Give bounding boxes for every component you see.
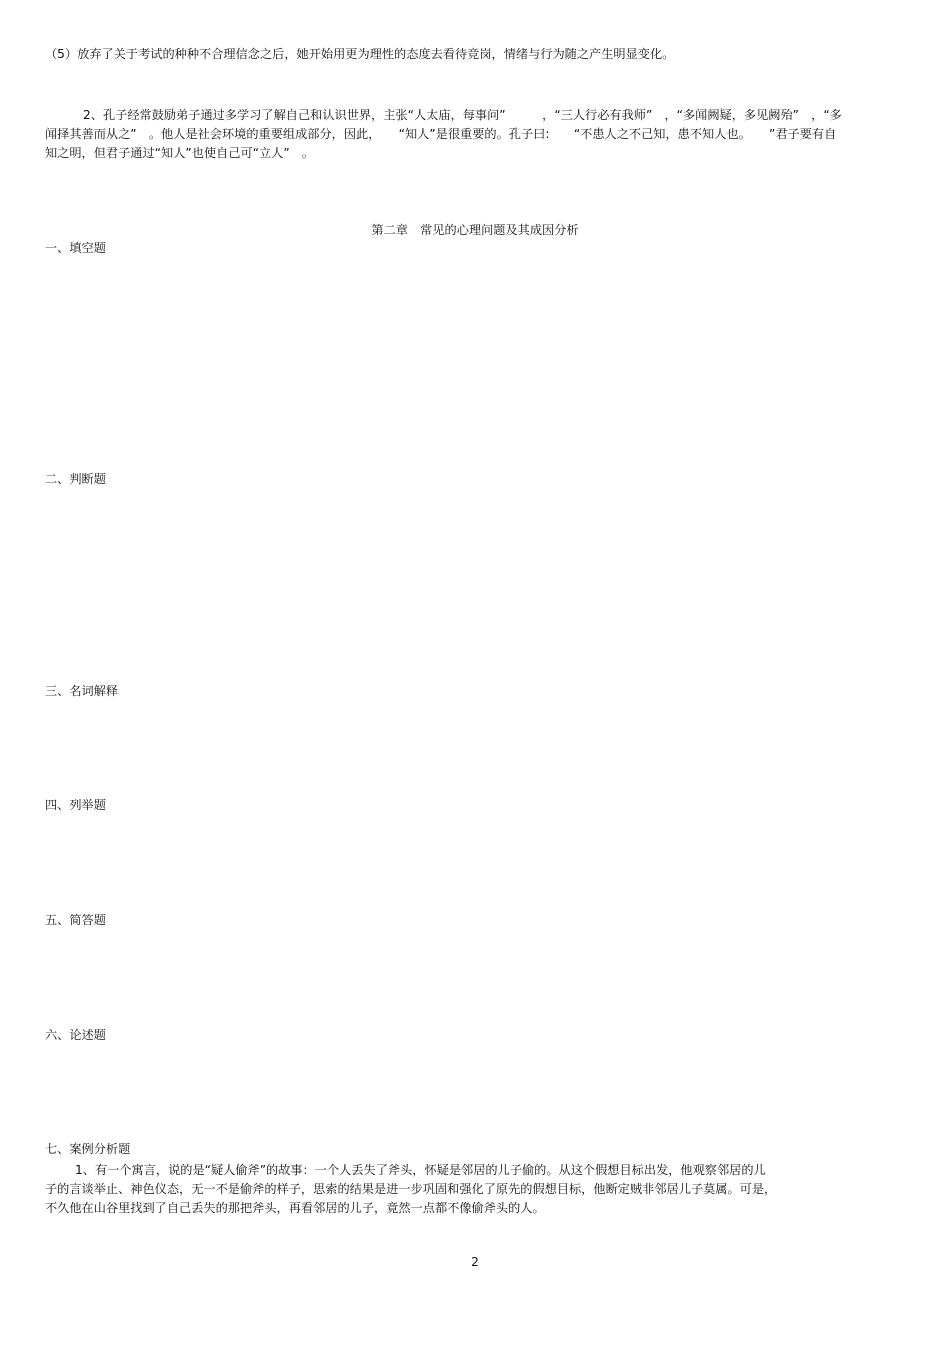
case-paragraph-line [45, 1200, 905, 1216]
section-heading: 一、填空题 [45, 241, 106, 255]
case-text: 不久他在山谷里找到了自己丢失的那把斧头，再看邻居的儿子，竟然一点都不像偷斧头的人。 [45, 1201, 545, 1215]
section-heading: 五、简答题 [45, 913, 106, 927]
section-heading: 四、列举题 [45, 798, 106, 812]
case-paragraph-line [45, 126, 905, 142]
case-text: 2、孔子经常鼓励弟子通过多学习了解自己和认识世界，主张“人太庙，每事问” ，“三人行必有我师” ，“多闻阙疑，多见阙殆” ，“多 [83, 108, 842, 122]
top-line-text: （5）放弃了关于考试的种种不合理信念之后，她开始用更为理性的态度去看待竞岗，情绪与行为随之产生明显变化。 [45, 47, 675, 61]
page-number: 2 [471, 1255, 479, 1269]
section-heading: 三、名词解释 [45, 684, 119, 698]
case-paragraph-line [45, 145, 905, 161]
case-paragraph-line [75, 1162, 915, 1178]
top-paragraph-line [45, 46, 905, 62]
case-text: 1、有一个寓言，说的是“疑人偷斧”的故事：一个人丢失了斧头，怀疑是邻居的儿子偷的。从这个假想目标出发，他观察邻居的儿 [75, 1163, 766, 1177]
case-text: 子的言谈举止、神色仪态，无一不是偷斧的样子，思索的结果是进一步巩固和强化了原先的假想目标，他断定贼非邻居儿子莫属。可是， [45, 1182, 777, 1196]
case-text: 闻择其善而从之” 。他人是社会环境的重要组成部分，因此， “知人”是很重要的。孔子曰: “不患人之不己知，患不知人也。 ”君子要有自 [45, 127, 837, 141]
section-heading: 六、论述题 [45, 1028, 106, 1042]
chapter-title: 第二章 常见的心理问题及其成因分析 [371, 223, 579, 237]
section-heading: 二、判断题 [45, 472, 106, 486]
case-paragraph-line [45, 1181, 905, 1197]
section-heading: 七、案例分析题 [45, 1142, 131, 1156]
case-text: 知之明，但君子通过“知人”也使自己可“立人” 。 [45, 146, 315, 160]
case-paragraph-line [83, 107, 923, 123]
